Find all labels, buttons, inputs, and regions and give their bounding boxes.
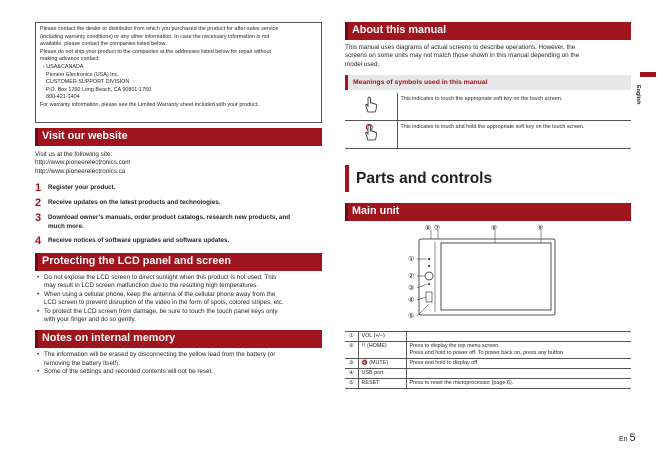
list-item xyxy=(35,237,322,246)
table-row xyxy=(345,93,631,121)
part-name: VOL (+/–) xyxy=(358,332,406,342)
about-heading: About this manual xyxy=(345,22,631,40)
bullet-line: removing the battery itself). xyxy=(44,359,120,367)
about-line: screens on some units may not match those shown in this manual depending on the xyxy=(345,52,580,60)
part-name-cell xyxy=(358,359,406,369)
bullet-line: LCD screen to prevent disruption of the video in the form of spots, colored stripes, etc. xyxy=(44,299,284,307)
language-label: English xyxy=(635,85,641,105)
page-number: 5 xyxy=(629,432,636,444)
callout-8: ⑧ xyxy=(491,225,498,233)
page-footer xyxy=(619,432,636,444)
part-desc-line: Press to display the top menu screen. xyxy=(409,343,500,350)
website-url-com[interactable]: http://www.pioneerelectronics.com xyxy=(35,159,131,167)
table-row xyxy=(345,332,631,342)
contact-division: CUSTOMER SUPPORT DIVISION xyxy=(46,79,130,86)
about-line: model used. xyxy=(345,60,380,68)
step-text: Register your product. xyxy=(48,184,116,192)
language-tab-marker xyxy=(640,72,656,77)
part-name: RESET xyxy=(358,379,406,389)
bullet-line: may result in LCD screen malfunction due to the resulting high temperatures. xyxy=(44,282,259,290)
lcd-heading: Protecting the LCD panel and screen xyxy=(35,253,322,271)
list-item xyxy=(35,184,322,193)
about-text xyxy=(345,44,631,69)
step-number: 4 xyxy=(35,235,42,248)
contact-line: Please do not ship your product to the companies at the addresses listed below for repair without xyxy=(40,48,272,55)
bullet-line: • To protect the LCD screen from damage, be sure to touch the touch panel keys only xyxy=(44,307,278,315)
bullet-line: • The information will be erased by disconnecting the yellow lead from the battery (or xyxy=(44,351,276,359)
step-text: Receive updates on the latest products and technologies. xyxy=(48,199,221,207)
contact-warranty: For warranty information, please see the Limited Warranty sheet included with your product. xyxy=(40,101,259,108)
main-unit-heading: Main unit xyxy=(345,203,631,221)
part-desc xyxy=(406,369,631,379)
callout-2: ② xyxy=(408,273,415,281)
part-name: USB port xyxy=(358,369,406,379)
website-intro: Visit us at the following site: xyxy=(35,151,113,158)
list-item xyxy=(35,214,322,231)
website-heading: Visit our website xyxy=(35,128,322,146)
part-name: (HOME) xyxy=(366,343,387,350)
part-desc xyxy=(406,332,631,342)
memory-bullet-list xyxy=(35,351,322,376)
table-row xyxy=(345,121,631,149)
part-desc xyxy=(406,342,631,359)
list-item xyxy=(35,351,322,368)
list-item xyxy=(35,308,322,325)
contact-info-box xyxy=(35,22,322,123)
touch-hold-hand-icon xyxy=(363,124,379,142)
main-unit-diagram xyxy=(345,224,631,326)
contact-line: making advance contact. xyxy=(40,56,100,63)
website-benefits-list xyxy=(35,184,322,246)
part-desc: Press to reset the microprocessor (page 6). xyxy=(406,379,631,389)
contact-address: P.O. Box 1760 Long Beach, CA 90801-1760 xyxy=(46,86,152,93)
part-name: (MUTE) xyxy=(369,360,389,367)
parts-title: Parts and controls xyxy=(345,165,631,192)
symbol-desc: This indicates to touch the appropriate soft key on the touch screen. xyxy=(397,93,631,121)
parts-table xyxy=(345,331,631,389)
step-number: 2 xyxy=(35,197,42,210)
part-number: ① xyxy=(345,332,358,342)
table-row xyxy=(345,379,631,389)
lcd-bullet-list xyxy=(35,274,322,324)
part-desc-line: Press and hold to power off. To power back on, press any button. xyxy=(409,350,565,357)
step-text xyxy=(48,214,290,231)
footer-lang: En xyxy=(619,436,628,443)
symbol-desc: This indicates to touch and hold the appropriate soft key on the touch screen. xyxy=(397,121,631,149)
part-number: ② xyxy=(345,342,358,359)
table-row xyxy=(345,342,631,359)
part-name-cell xyxy=(358,342,406,359)
callout-4: ④ xyxy=(408,297,415,305)
step-number: 3 xyxy=(35,212,42,225)
step-text-line: Download owner’s manuals, order product catalogs, research new products, and xyxy=(48,214,291,222)
symbols-table xyxy=(345,93,631,149)
contact-line: Please contact the dealer or distributor from which you purchased the product for after-sales service xyxy=(40,26,279,32)
table-row xyxy=(345,359,631,369)
symbol-cell xyxy=(345,121,397,149)
list-item xyxy=(35,291,322,308)
about-line: This manual uses diagrams of actual screens to describe operations. However, the xyxy=(345,44,576,51)
bullet-line: with your finger and do so gently. xyxy=(44,316,136,324)
callout-5: ⑤ xyxy=(408,313,415,321)
list-item xyxy=(35,274,322,291)
list-item: • Some of the settings and recorded contents will not be reset. xyxy=(35,368,322,376)
step-text: Receive notices of software upgrades and software updates. xyxy=(48,237,230,245)
head-unit-illustration xyxy=(345,224,631,326)
home-icon: ⠿ xyxy=(361,343,366,350)
part-number: ⑤ xyxy=(345,379,358,389)
list-item xyxy=(35,199,322,208)
left-column xyxy=(35,22,322,377)
website-url-ca[interactable]: http://www.pioneerelectronics.ca xyxy=(35,167,126,175)
right-column xyxy=(345,22,631,389)
callout-7: ⑦ xyxy=(434,225,441,233)
part-number: ③ xyxy=(345,359,358,369)
bullet-line: • Do not expose the LCD screen to direct sunlight when this product is not used. This xyxy=(44,274,277,282)
callout-3: ③ xyxy=(408,285,415,293)
callout-1: ① xyxy=(408,256,415,264)
bullet-line: • When using a cellular phone, keep the antenna of the cellular phone away from the xyxy=(44,290,276,298)
callout-6: ⑥ xyxy=(425,225,432,233)
step-text-line: much more. xyxy=(48,222,84,230)
mute-icon: 🔇 xyxy=(361,360,368,367)
memory-heading: Notes on internal memory xyxy=(35,330,322,348)
touch-hand-icon xyxy=(363,96,379,114)
table-row xyxy=(345,369,631,379)
callout-9: ⑨ xyxy=(537,225,544,233)
part-desc: Press and hold to display off. xyxy=(406,359,631,369)
contact-region: - USA&CANADA xyxy=(43,63,84,70)
symbols-subheading: Meanings of symbols used in this manual xyxy=(345,75,631,90)
contact-line: available, please contact the companies listed below. xyxy=(40,41,167,48)
contact-line: (including warranty conditions) or any other information. In case the necessary information is not xyxy=(40,33,270,40)
step-number: 1 xyxy=(35,182,42,195)
contact-phone: 800-421-1404 xyxy=(46,94,80,101)
part-number: ④ xyxy=(345,369,358,379)
symbol-cell xyxy=(345,93,397,121)
contact-company: Pioneer Electronics (USA) Inc. xyxy=(46,71,119,78)
